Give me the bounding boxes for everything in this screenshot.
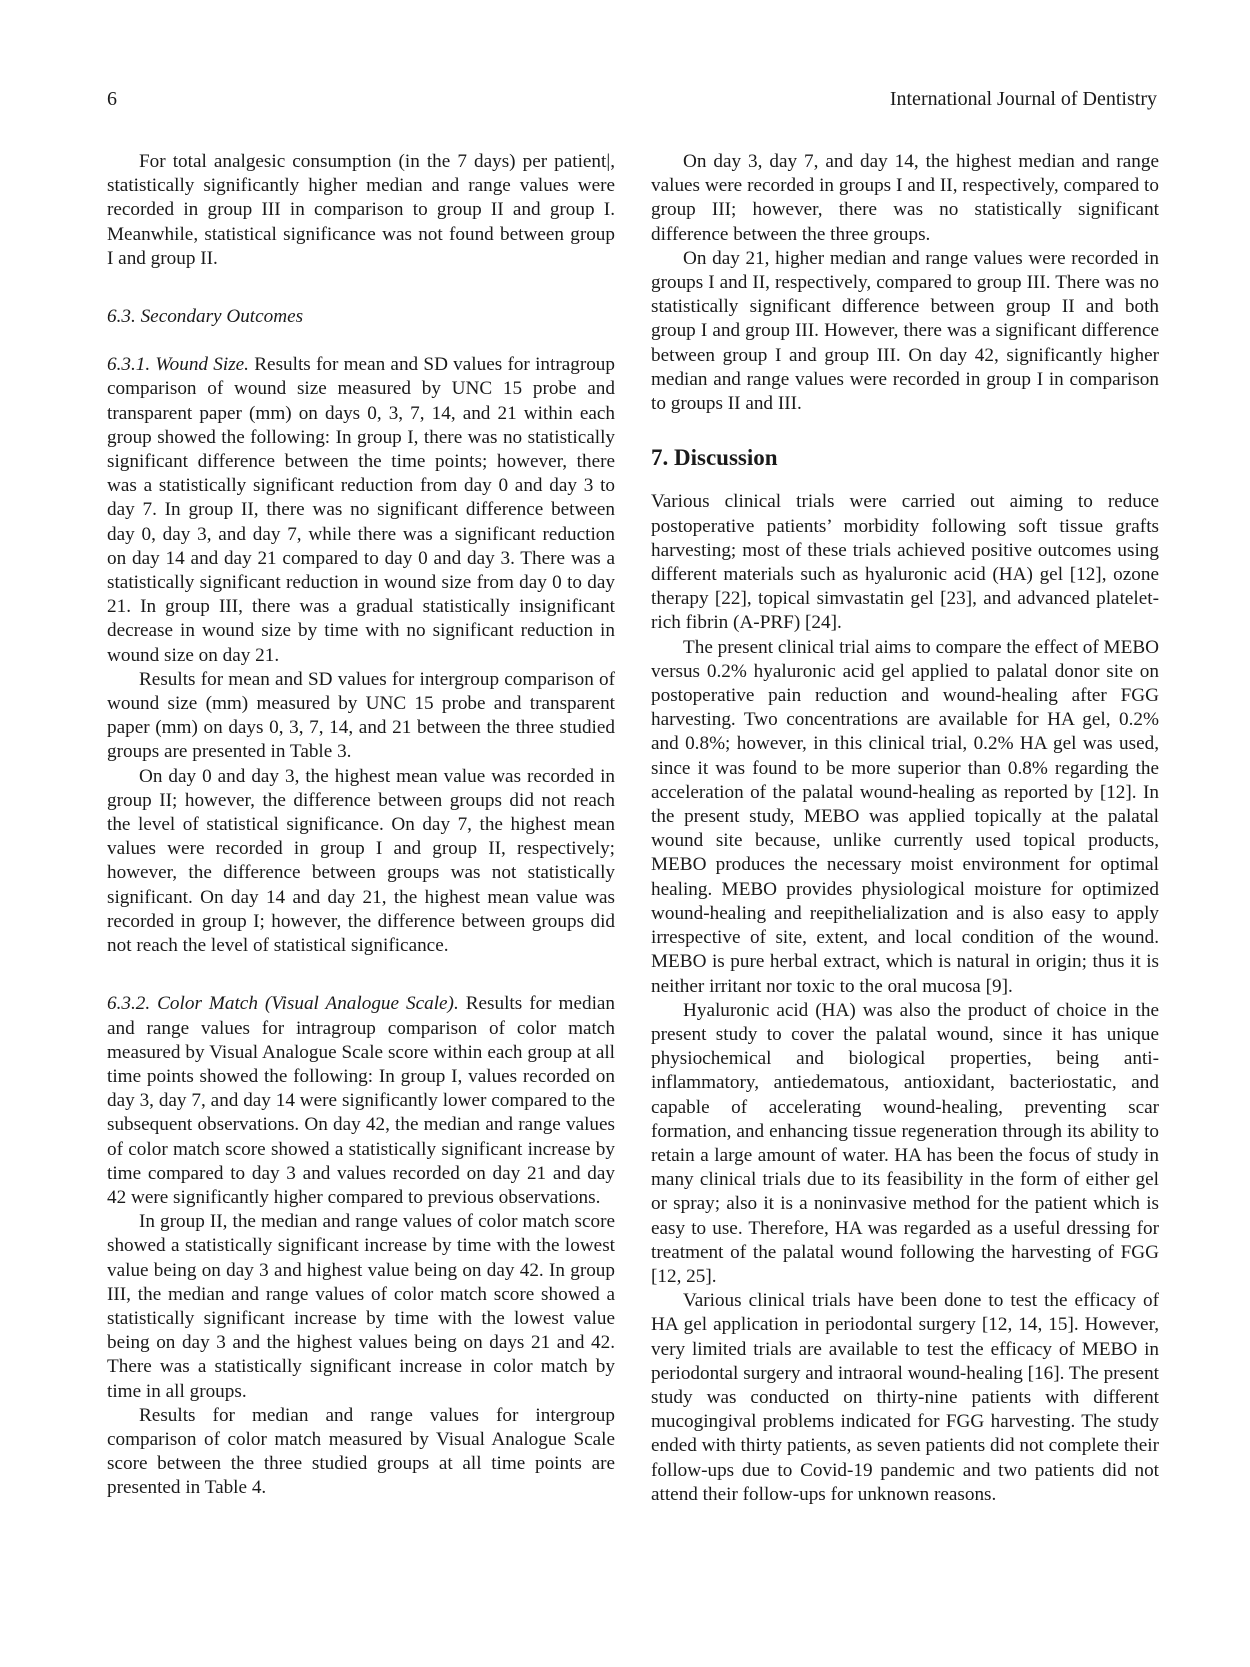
left-column (107, 150, 615, 1501)
section-heading-discussion: 7. Discussion (651, 445, 778, 471)
paragraph-wound-days: On day 0 and day 3, the highest mean value was recorded in group II; however, the difference between groups did not reach the level of statistical significance. On day 7, the highest mean values were recorded in group I and group II, respectively; however, the difference between groups was not statistically significant. On day 14 and day 21, the highest mean value was recorded in group I; however, the difference between groups did not reach the level of statistical significance. (107, 765, 615, 957)
paragraph-wound-intergroup: Results for mean and SD values for intergroup comparison of wound size (mm) measured by UNC 15 probe and transparent paper (mm) on days 0, 3, 7, 14, and 21 between the three studied groups are presented in Table 3. (107, 668, 615, 763)
paragraph-days-3-7-14: On day 3, day 7, and day 14, the highest median and range values were recorded in groups I and II, respectively, compared to group III; however, there was no statistically significant difference between the three groups. (651, 151, 1159, 245)
wound-size-text: Results for mean and SD values for intragroup comparison of wound size measured by UNC 15 probe and transparent paper (mm) on days 0, 3, 7, 14, and 21 within each group showed the following: In group I, there was no statistically significant difference between the time points; however, there was a statistically significant reduction from day 0 and day 3 to day 7. In group II, there was no significant difference between day 0, day 3, and day 7, while there was a significant reduction on day 14 and day 21 compared to day 0 and day 3. There was a statistically significant reduction in wound size from day 0 to day 21. In group III, there was a gradual statistically insignificant decrease in wound size by time with no significant reduction in wound size on day 21. (107, 354, 615, 666)
subsection-title-color-match: 6.3.2. Color Match (Visual Analogue Scale). (107, 993, 459, 1015)
journal-title: International Journal of Dentistry (889, 88, 1157, 110)
right-column (651, 150, 1159, 1507)
paragraph-discussion-4: Various clinical trials have been done to test the efficacy of HA gel application in periodontal surgery [12, 14, 15]. However, very limited trials are available to test the efficacy of MEBO in periodontal surgery and intraoral wound-healing [16]. The present study was conducted on thirty-nine patients with different mucogingival problems indicated for FGG harvesting. The study ended with thirty patients, as seven patients did not complete their follow-ups due to Covid-19 pandemic and two patients did not attend their follow-ups for unknown reasons. (651, 1290, 1159, 1505)
section-heading-secondary-outcomes: 6.3. Secondary Outcomes (107, 306, 304, 328)
paragraph-discussion-2: The present clinical trial aims to compare the effect of MEBO versus 0.2% hyaluronic acid gel applied to palatal donor site on postoperative pain reduction and wound-healing after FGG harvesting. Two concentrations are available for HA gel, 0.2% and 0.8%; however, in this clinical trial, 0.2% HA gel was used, since it was found to be more superior than 0.8% regarding the acceleration of the palatal wound-healing as reported by [12]. In the present study, MEBO was applied topically at the palatal wound site because, unlike currently used topical products, MEBO produces the necessary moist environment for optimal healing. MEBO provides physiological moisture for optimized wound-healing and reepithelialization and is also easy to apply irrespective of site, extent, and local condition of the wound. MEBO is pure herbal extract, which is natural in origin; thus it is neither irritant nor toxic to the oral mucosa [9]. (651, 636, 1159, 997)
paragraph-color-intergroup: Results for median and range values for intergroup comparison of color match measured by Visual Analogue Scale score between the three studied groups at all time points are presented in Table 4. (107, 1404, 615, 1499)
paragraph-analgesic: For total analgesic consumption (in the 7 days) per patient|, statistically significantly higher median and range values were recorded in group III in comparison to group II and group I. Meanwhile, statistical significance was not found between group I and group II. (107, 151, 615, 269)
paragraph-color-group-ii: In group II, the median and range values of color match score showed a statistically significant increase by time with the lowest value being on day 3 and highest value being on day 42. In group III, the median and range values of color match score showed a statistically significant increase by time with the lowest value being on day 3 and the highest values being on days 21 and 42. There was a statistically significant increase in color match by time in all groups. (107, 1211, 615, 1402)
paragraph-discussion-3: Hyaluronic acid (HA) was also the product of choice in the present study to cover the palatal wound, since it has unique physiochemical and biological properties, being anti-inflammatory, antiedematous, antioxidant, bacteriostatic, and capable of accelerating wound-healing, preventing scar formation, and enhancing tissue regeneration through its ability to retain a large amount of water. HA has been the focus of study in many clinical trials due to its feasibility in the form of either gel or spray; also it is a noninvasive method for the patient which is easy to use. Therefore, HA was regarded as a useful dressing for treatment of the palatal wound following the harvesting of FGG [12, 25]. (651, 999, 1159, 1287)
paragraph-color-match-intro (107, 992, 615, 1210)
subsection-title-wound-size: 6.3.1. Wound Size. (107, 354, 249, 376)
paragraph-days-21-42: On day 21, higher median and range values were recorded in groups I and II, respectively, compared to group III. There was no statistically significant difference between group II and both group I and group III. However, there was a significant difference between group I and group III. On day 42, significantly higher median and range values were recorded in group I in comparison to groups II and III. (651, 247, 1159, 415)
paragraph-wound-size-intro (107, 353, 615, 668)
page-header (107, 88, 1157, 114)
paragraph-discussion-1: Various clinical trials were carried out aiming to reduce postoperative patients’ morbidity following soft tissue grafts harvesting; most of these trials achieved positive outcomes using different materials such as hyaluronic acid (HA) gel [12], ozone therapy [22], topical simvastatin gel [23], and advanced platelet-rich fibrin (A-PRF) [24]. (651, 491, 1159, 634)
color-match-text: Results for median and range values for intragroup comparison of color match measured by Visual Analogue Scale score within each group at all time points showed the following: In group I, values recorded on day 3, day 7, and day 14 were significantly lower compared to the subsequent observations. On day 42, the median and range values of color match score showed a statistically significant increase by time compared to day 3 and values recorded on day 21 and day 42 were significantly higher compared to previous observations. (107, 993, 616, 1208)
page-number: 6 (107, 88, 117, 110)
